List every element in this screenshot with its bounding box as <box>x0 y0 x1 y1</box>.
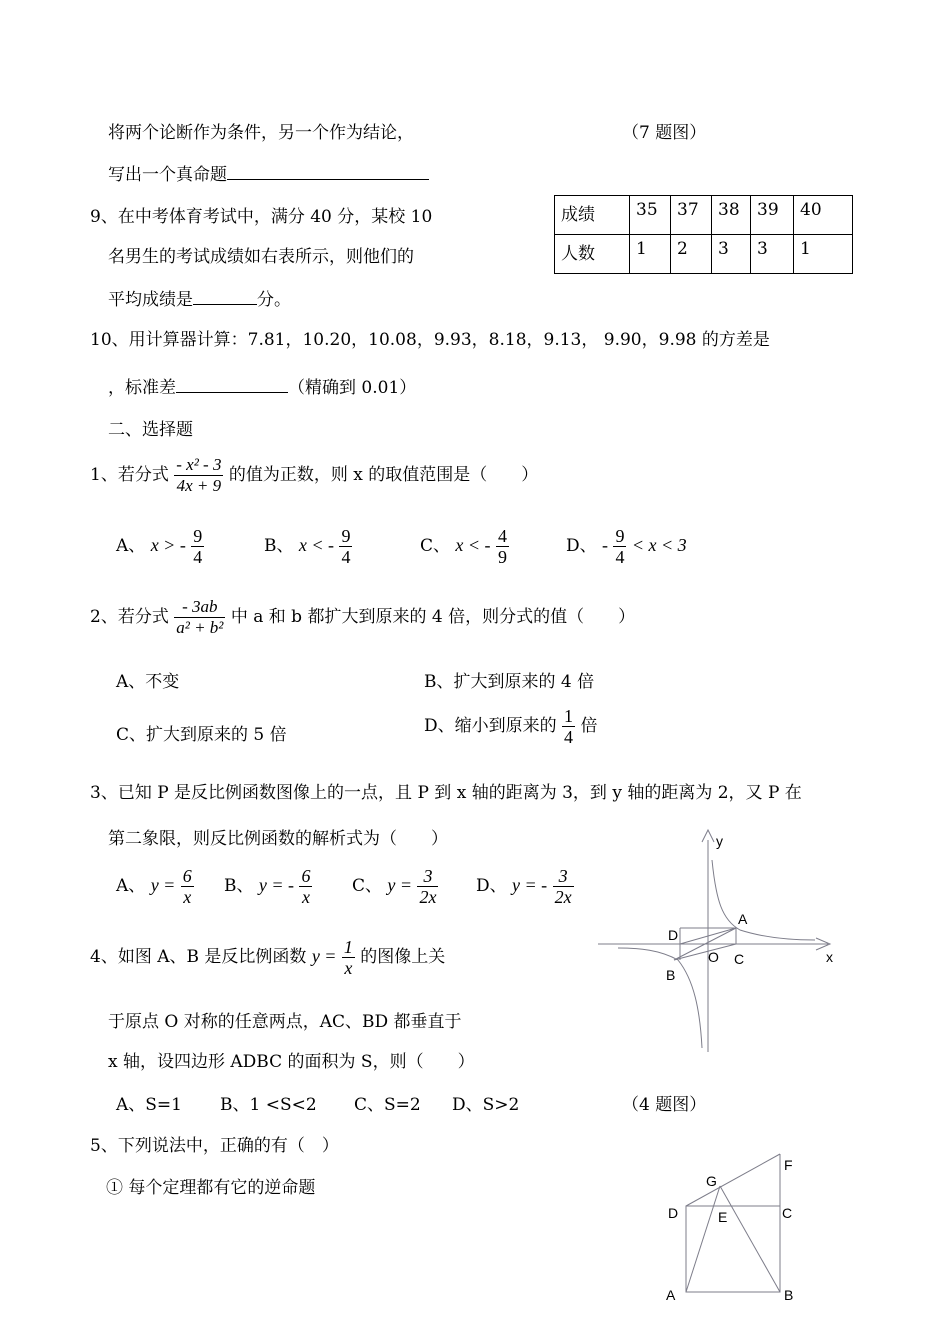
option-text: D、缩小到原来的 <box>424 716 557 736</box>
label-g: G <box>706 1173 717 1189</box>
q9-line-3 <box>108 285 291 310</box>
mc2-option-c[interactable]: C、扩大到原来的 5 倍 <box>116 725 287 745</box>
q10-line-1: 10、用计算器计算：7.81，10.20，10.08，9.93，8.18，9.13， 9.90，9.98 的方差是 <box>90 330 770 350</box>
frac-den: x <box>344 958 353 978</box>
frac-num: 4 <box>497 526 507 546</box>
table-cell: 1 <box>794 235 853 274</box>
q9-line-1: 9、在中考体育考试中，满分 40 分，某校 10 <box>90 207 433 227</box>
option-fraction <box>553 866 574 907</box>
label-y: y <box>716 833 723 849</box>
mc4-option-c[interactable]: C、S=2 <box>354 1095 421 1115</box>
mc4-line-2: 于原点 O 对称的任意两点，AC、BD 都垂直于 <box>108 1012 462 1032</box>
option-expr: y = <box>150 875 176 895</box>
table-row <box>555 196 853 235</box>
mc1-option-a[interactable] <box>116 526 204 567</box>
label-c: C <box>734 951 745 967</box>
frac-den: 2x <box>554 887 572 907</box>
fig4-caption: （4 题图） <box>622 1095 707 1115</box>
option-fraction <box>613 526 626 567</box>
hyperbola-graph <box>590 820 850 1060</box>
mc5-item-1: ① 每个定理都有它的逆命题 <box>106 1178 316 1198</box>
table-cell: 成绩 <box>555 196 630 235</box>
mc4-option-d[interactable]: D、S>2 <box>452 1095 520 1115</box>
table-cell: 2 <box>671 235 712 274</box>
table-cell: 人数 <box>555 235 630 274</box>
frac-num: 1 <box>564 706 574 726</box>
mc2-option-a[interactable]: A、不变 <box>116 672 180 692</box>
mc4-post: 的图像上关 <box>360 947 446 967</box>
q9-line-2: 名男生的考试成绩如右表所示，则他们的 <box>108 247 414 267</box>
segment-gb <box>720 1186 780 1292</box>
frac-den: x <box>301 887 310 907</box>
option-fraction <box>562 706 575 747</box>
mc3-option-d[interactable] <box>476 866 574 907</box>
intro-line-1: 将两个论断作为条件，另一个作为结论， <box>108 123 414 143</box>
mc1-post: 的值为正数，则 x 的取值范围是（ ） <box>228 465 539 485</box>
frac-den: x <box>183 887 192 907</box>
mc3-line-2: 第二象限，则反比例函数的解析式为（ ） <box>108 829 448 849</box>
label-b: B <box>666 967 676 983</box>
table-cell: 3 <box>751 235 794 274</box>
answer-blank[interactable] <box>193 288 257 305</box>
table-cell: 40 <box>794 196 853 235</box>
mc1-fraction <box>174 455 223 496</box>
label-a: A <box>666 1287 676 1303</box>
label-x: x <box>826 949 833 965</box>
answer-blank[interactable] <box>176 376 288 393</box>
frac-num: 3 <box>417 866 438 887</box>
table-row <box>555 235 853 274</box>
label-a: A <box>738 911 748 927</box>
mc1-option-d[interactable] <box>566 526 687 567</box>
mc4-option-a[interactable]: A、S=1 <box>116 1095 182 1115</box>
mc4-line-3: x 轴，设四边形 ADBC 的面积为 S，则（ ） <box>108 1052 475 1072</box>
mc3-option-c[interactable] <box>352 866 438 907</box>
table-cell: 3 <box>712 235 751 274</box>
mc4-stem <box>90 937 445 978</box>
mc2-frac-den: a² + b² <box>176 618 224 637</box>
label-d: D <box>668 927 679 943</box>
table-cell: 35 <box>630 196 671 235</box>
table-cell: 38 <box>712 196 751 235</box>
option-label: C、 <box>352 876 383 896</box>
frac-num: 9 <box>615 526 625 546</box>
option-fraction <box>181 866 194 907</box>
table-cell: 37 <box>671 196 712 235</box>
hyperbola-branch-q3 <box>618 948 702 1048</box>
option-expr-post: < x < 3 <box>631 535 687 555</box>
mc2-option-d[interactable] <box>424 706 597 747</box>
mc4-pre: 4、如图 A、B 是反比例函数 <box>90 947 307 967</box>
option-expr: x > - <box>150 535 186 555</box>
option-expr: - <box>602 535 609 555</box>
option-expr: x < - <box>298 535 335 555</box>
mc4-option-b[interactable]: B、1 <S<2 <box>220 1095 317 1115</box>
section-title: 二、选择题 <box>108 420 193 440</box>
answer-blank[interactable] <box>227 163 429 180</box>
frac-num: 9 <box>193 526 203 546</box>
frac-den: 9 <box>497 547 507 567</box>
option-label: A、 <box>116 876 146 896</box>
q9-line-3-pre: 平均成绩是 <box>108 290 193 310</box>
frac-den: 4 <box>193 547 203 567</box>
mc4-fraction <box>342 937 355 978</box>
mc1-frac-den: 4x + 9 <box>176 476 222 495</box>
option-label: D、 <box>566 536 597 556</box>
label-d: D <box>668 1205 679 1221</box>
mc1-option-b[interactable] <box>264 526 352 567</box>
mc4-lhs: y = <box>311 946 337 966</box>
intro-line-2 <box>108 160 429 185</box>
mc2-frac-num: - 3ab <box>174 597 225 618</box>
q10-line-2-post: （精确到 0.01） <box>288 378 417 398</box>
frac-num: 6 <box>182 866 192 886</box>
q9-line-3-post: 分。 <box>257 290 291 310</box>
mc3-option-b[interactable] <box>224 866 312 907</box>
label-c: C <box>782 1205 793 1221</box>
intro-line-2-text: 写出一个真命题 <box>108 165 227 185</box>
option-fraction <box>191 526 204 567</box>
frac-den: 4 <box>341 547 351 567</box>
option-label: B、 <box>264 536 294 556</box>
mc2-post: 中 a 和 b 都扩大到原来的 4 倍，则分式的值（ ） <box>230 607 636 627</box>
table-cell: 39 <box>751 196 794 235</box>
mc1-pre: 1、若分式 <box>90 465 169 485</box>
frac-num: 3 <box>553 866 574 887</box>
table-cell: 1 <box>630 235 671 274</box>
option-expr: y = <box>387 875 413 895</box>
frac-den: 4 <box>564 727 574 747</box>
mc3-line-1: 3、已知 P 是反比例函数图像上的一点，且 P 到 x 轴的距离为 3，到 y 轴的距离为 2，又 P 在 <box>90 783 802 803</box>
segment-df <box>686 1154 780 1206</box>
label-o: O <box>708 949 719 965</box>
q10-line-2 <box>108 373 416 398</box>
frac-den: 2x <box>419 887 437 907</box>
option-label: B、 <box>224 876 254 896</box>
option-expr: x < - <box>455 535 491 555</box>
option-expr: y = - <box>258 875 295 895</box>
option-fraction <box>339 526 352 567</box>
option-label: D、 <box>476 876 507 896</box>
segment-ag <box>686 1186 720 1292</box>
option-label: C、 <box>420 536 451 556</box>
square-figure <box>660 1150 810 1342</box>
option-text: 倍 <box>580 716 598 736</box>
option-label: A、 <box>116 536 146 556</box>
frac-num: 9 <box>341 526 351 546</box>
frac-den: 4 <box>615 547 625 567</box>
label-f: F <box>784 1157 793 1173</box>
mc3-option-a[interactable] <box>116 866 194 907</box>
frac-num: 6 <box>301 866 311 886</box>
option-expr: y = - <box>512 875 548 895</box>
label-e: E <box>718 1209 728 1225</box>
mc2-fraction <box>174 597 225 638</box>
mc2-stem <box>90 597 635 638</box>
mc2-option-b[interactable]: B、扩大到原来的 4 倍 <box>424 672 595 692</box>
mc1-stem <box>90 455 538 496</box>
q10-line-2-pre: ，标准差 <box>108 378 176 398</box>
mc5-line-1: 5、下列说法中，正确的有（ ） <box>90 1136 339 1156</box>
fig7-caption: （7 题图） <box>622 123 707 143</box>
frac-num: 1 <box>343 937 353 957</box>
mc1-option-c[interactable] <box>420 526 509 567</box>
mc2-pre: 2、若分式 <box>90 607 169 627</box>
segment-bc <box>674 944 736 960</box>
option-fraction <box>299 866 312 907</box>
option-fraction <box>417 866 438 907</box>
score-table <box>554 195 853 274</box>
option-fraction <box>496 526 509 567</box>
label-b: B <box>784 1287 794 1303</box>
mc1-frac-num: - x² - 3 <box>176 455 222 474</box>
